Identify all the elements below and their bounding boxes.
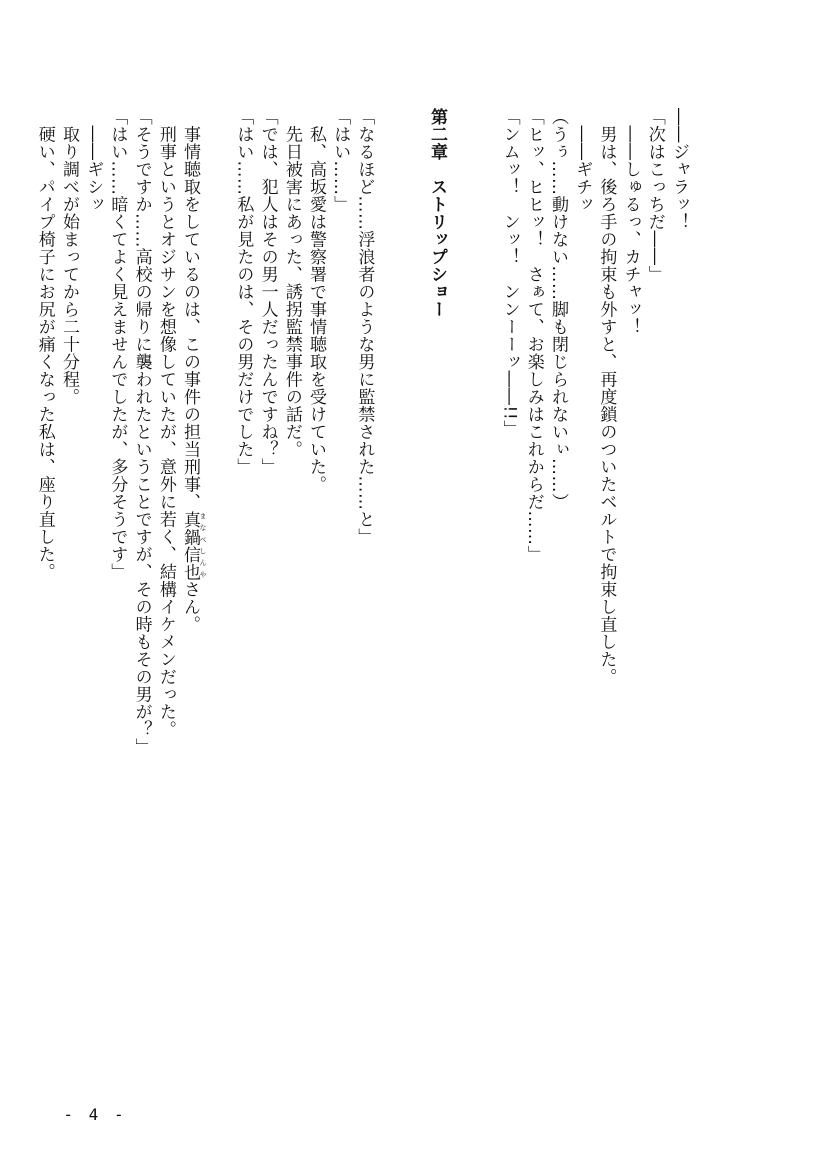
- text-line: 硬い、パイプ椅子にお尻が痛くなった私は、座り直した。: [34, 108, 55, 581]
- text-line: 「では、犯人はその男一人だったんですね？」: [257, 108, 278, 476]
- text-line: 「ヒッ、ヒヒッ！ さぁて、お楽しみはこれからだ……」: [523, 108, 544, 563]
- text-line: 先日被害にあった、誘拐監禁事件の話だ。: [281, 108, 302, 458]
- text-line: 「はい……私が見たのは、その男だけでした」: [233, 108, 254, 476]
- chapter-heading: 第二章 ストリップショー: [427, 108, 447, 318]
- text-line: ――ギシッ: [83, 108, 104, 213]
- text-line: 「そうですか……高校の帰りに襲われたということですが、その時もその男が？」: [131, 108, 152, 756]
- text-line: ――ギチッ: [572, 108, 593, 213]
- ruby-name: [180, 510, 208, 581]
- text-line: 「ンムッ！ ンッ！ ンンーーッ――!!」: [499, 108, 520, 438]
- text-line: 私、高坂愛は警察署で事情聴取を受けていた。: [306, 108, 327, 493]
- text-line: 取り調べが始まってから二十分程。: [59, 108, 79, 406]
- text-line-with-ruby: [178, 108, 207, 1048]
- vertical-text-body: [33, 108, 691, 1048]
- text-line: 刑事というとオジサンを想像していたが、意外に若く、結構イケメンだった。: [155, 108, 176, 738]
- text-line: ――しゅるっ、カチャッ！: [620, 108, 641, 336]
- text-segment: さん。: [180, 580, 201, 633]
- blank-line: [473, 108, 497, 1048]
- blank-line: [207, 108, 231, 1048]
- text-line: ――ジャラッ！: [669, 108, 689, 231]
- page-number: - 4 -: [63, 1105, 127, 1124]
- ruby-reading: まなべしんや: [199, 510, 208, 581]
- blank-line: [401, 108, 425, 1048]
- text-line: 「なるほど……浮浪者のような男に監禁された……と」: [354, 108, 375, 546]
- blank-line: [449, 108, 473, 1048]
- blank-line: [376, 108, 400, 1048]
- text-segment: 事情聴取をしているのは、この事件の担当刑事、: [180, 108, 201, 511]
- text-line: 「はい……暗くてよく見えませんでしたが、多分そうです」: [107, 108, 128, 581]
- text-line: （うぅ……動けない……脚も閉じられないぃ……）: [547, 108, 568, 511]
- text-line: 「次はこっちだ――」: [644, 108, 665, 283]
- text-line: 男は、後ろ手の拘束も外すと、再度鎖のついたベルトで拘束し直した。: [596, 108, 617, 686]
- ruby-base: 真鍋信也: [180, 510, 201, 581]
- text-line: 「はい……」: [330, 108, 351, 213]
